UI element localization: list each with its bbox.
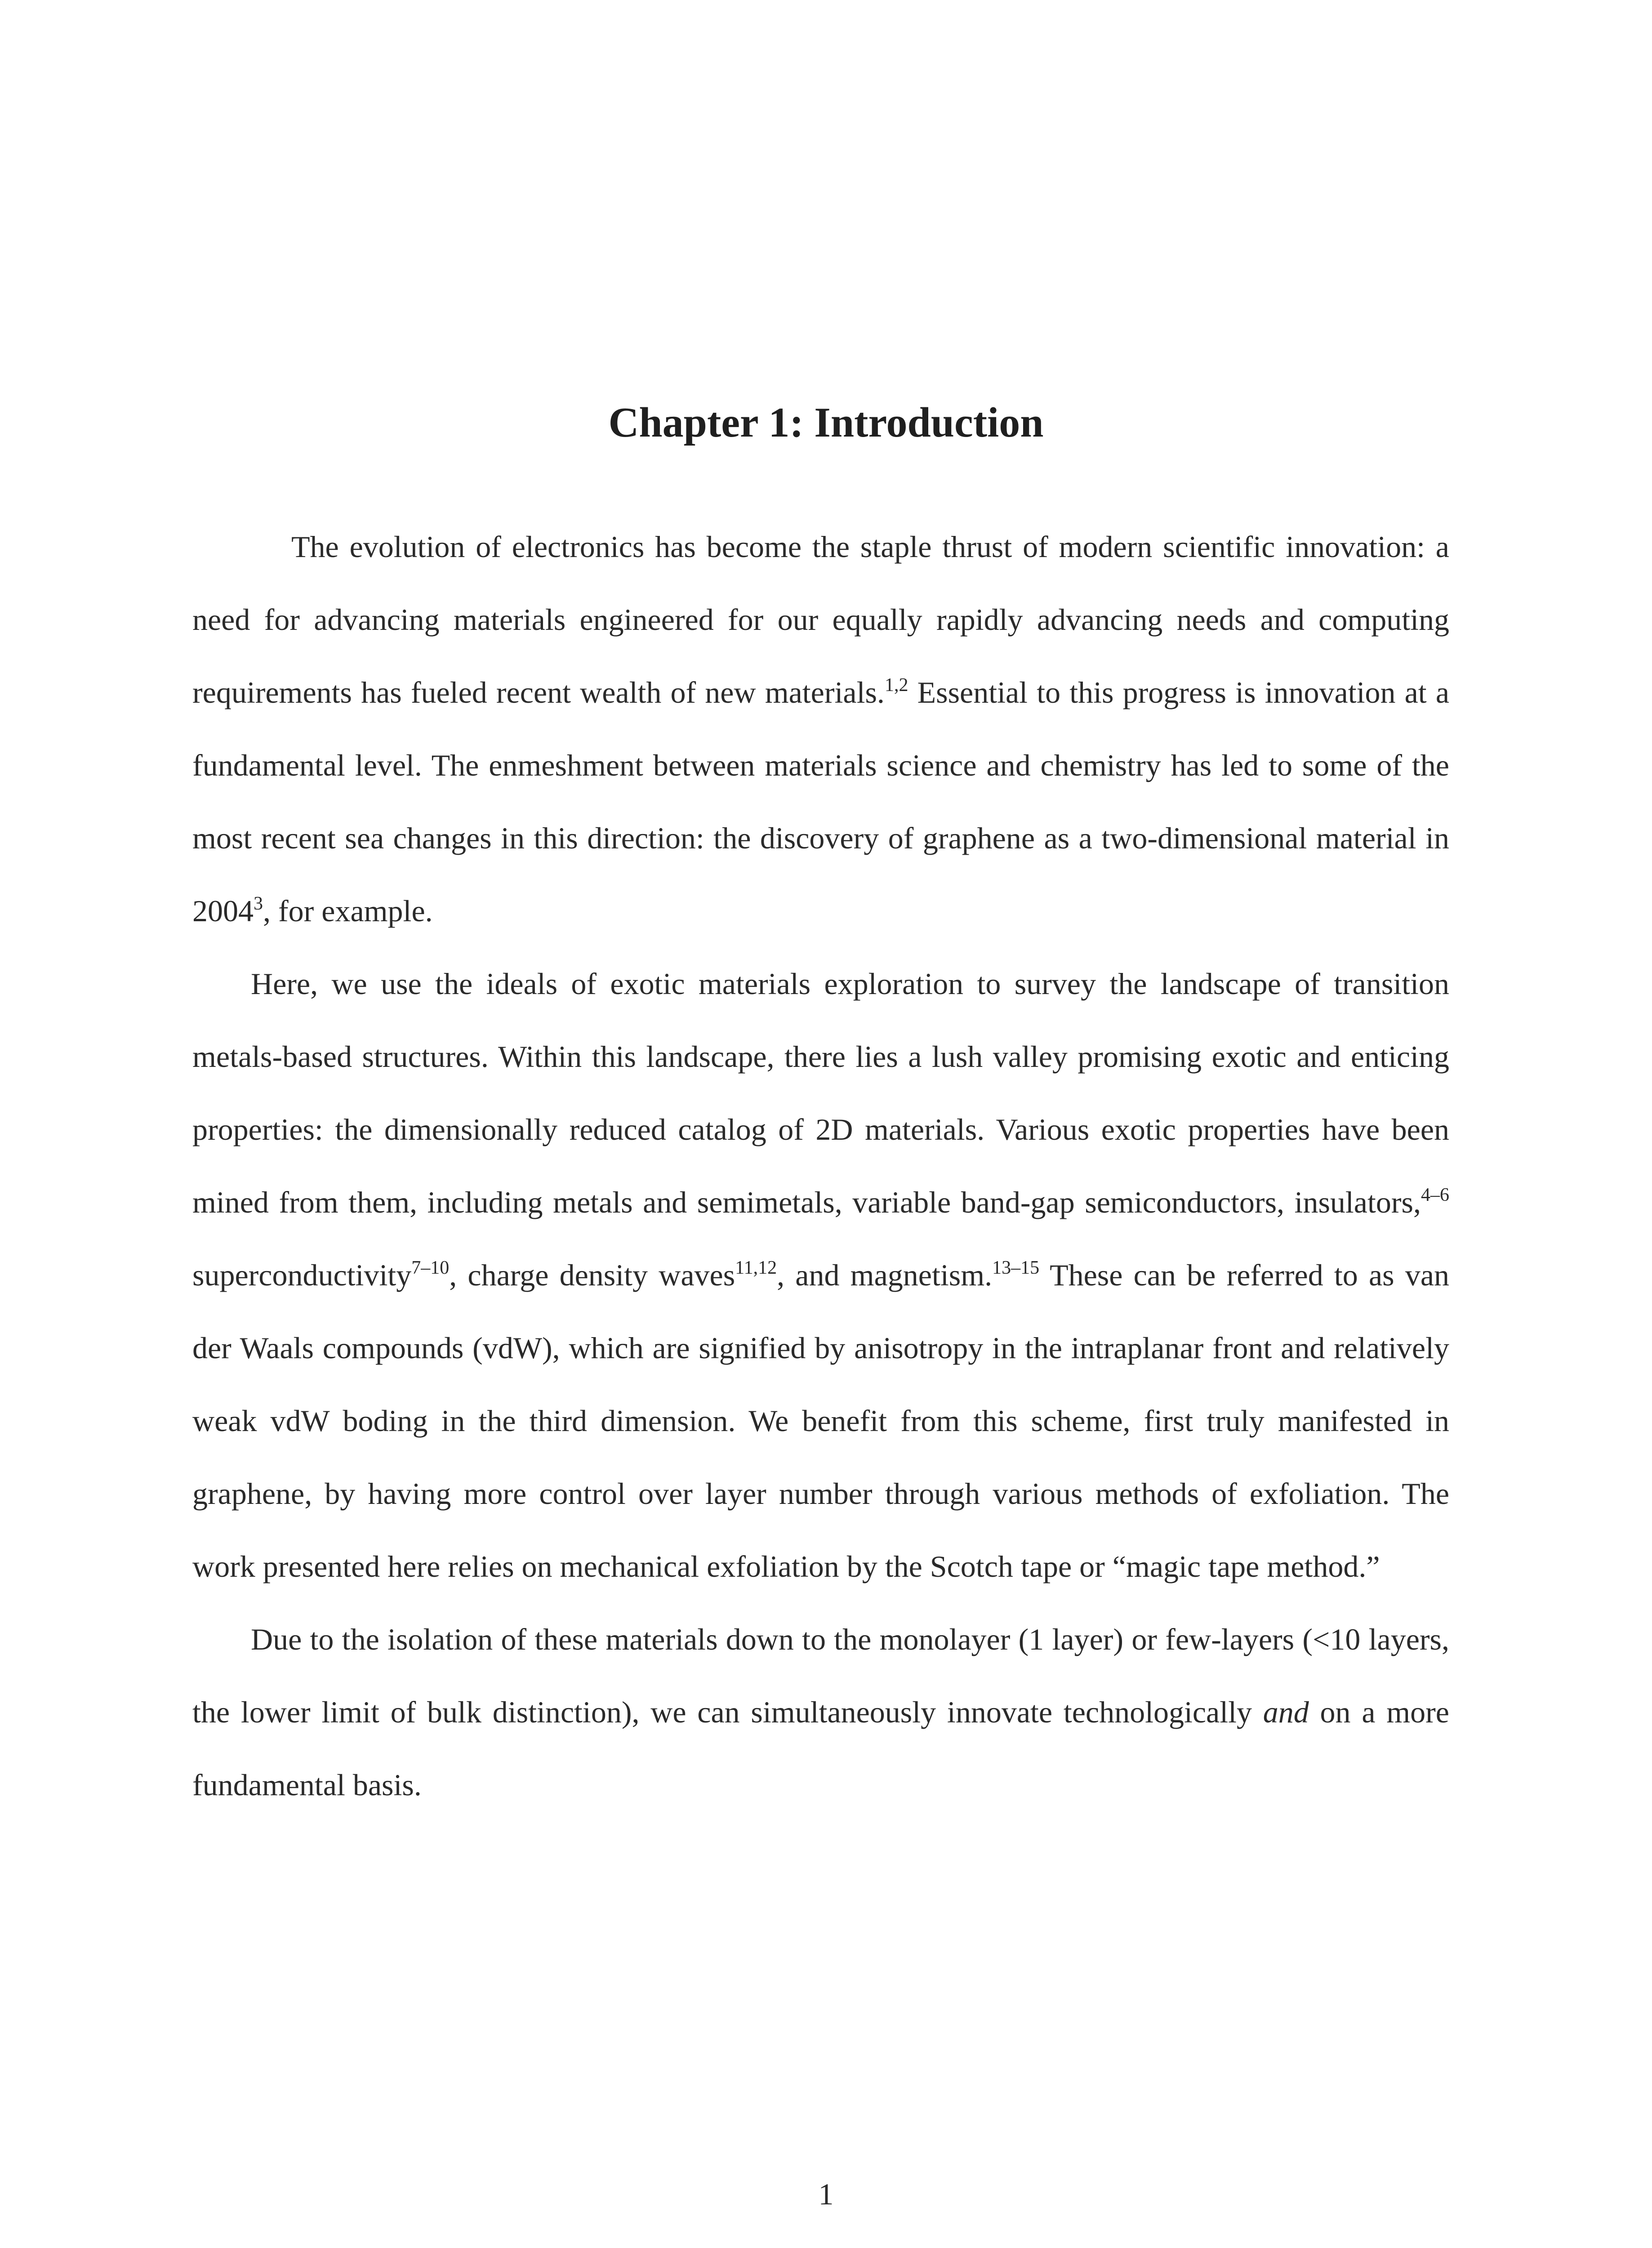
citation-13-15: 13–15 (992, 1258, 1040, 1278)
paragraph-2-text-4: , and magnetism. (777, 1258, 993, 1292)
paragraph-3 (192, 1603, 1449, 1821)
paragraph-1-text-3: , for example. (263, 894, 433, 928)
paragraph-2-text-5: These can be referred to as van der Waals compounds (vdW), which are signified by anisotropy in the intraplanar front and relatively weak vdW boding in the third dimension. We benefit from this scheme, first truly manifested in graphene, by having more control over layer number through various methods of exfoliation. The work presented here relies on mechanical exfoliation by the Scotch tape or “magic tape method.” (192, 1258, 1450, 1583)
emphasis-and: and (1263, 1695, 1309, 1729)
citation-1-2: 1,2 (884, 675, 908, 696)
paragraph-3-text-2: on a more fundamental basis. (192, 1695, 1449, 1802)
paragraph-2-text-2: superconductivity (192, 1258, 412, 1292)
paragraph-2 (192, 947, 1449, 1603)
paragraph-1 (192, 510, 1449, 947)
paragraph-2-text-1: Here, we use the ideals of exotic materials exploration to survey the landscape of transition metals-based structures. Within this landscape, there lies a lush valley promising exotic and enticing properties: the dimensionally reduced catalog of 2D materials. Various exotic properties have been mined from them, including metals and semimetals, variable band-gap semiconductors, insulators, (192, 967, 1449, 1219)
paragraph-3-text-1: Due to the isolation of these materials down to the monolayer (1 layer) or few-layers (<10 layers, the lower limit of bulk distinction), we can simultaneously innovate technologically (192, 1622, 1449, 1729)
citation-11-12: 11,12 (735, 1258, 777, 1278)
citation-7-10: 7–10 (411, 1258, 450, 1278)
paragraph-1-text-1: The evolution of electronics has become the staple thrust of modern scientific innovation: a need for advancing materials engineered for our equally rapidly advancing needs and computing requirements has fueled recent wealth of new materials. (192, 530, 1449, 709)
chapter-title: Chapter 1: Introduction (608, 399, 1044, 446)
paragraph-1-text-2: Essential to this progress is innovation at a fundamental level. The enmeshment between materials science and chemistry has led to some of the most recent sea changes in this direction: the discovery of graphene as a two-dimensional material in 2004 (192, 675, 1449, 928)
chapter-body (192, 510, 1449, 1821)
citation-4-6: 4–6 (1421, 1185, 1449, 1205)
page-number: 1 (818, 2177, 834, 2211)
paragraph-2-text-3: , charge density waves (449, 1258, 735, 1292)
citation-3: 3 (254, 893, 263, 914)
